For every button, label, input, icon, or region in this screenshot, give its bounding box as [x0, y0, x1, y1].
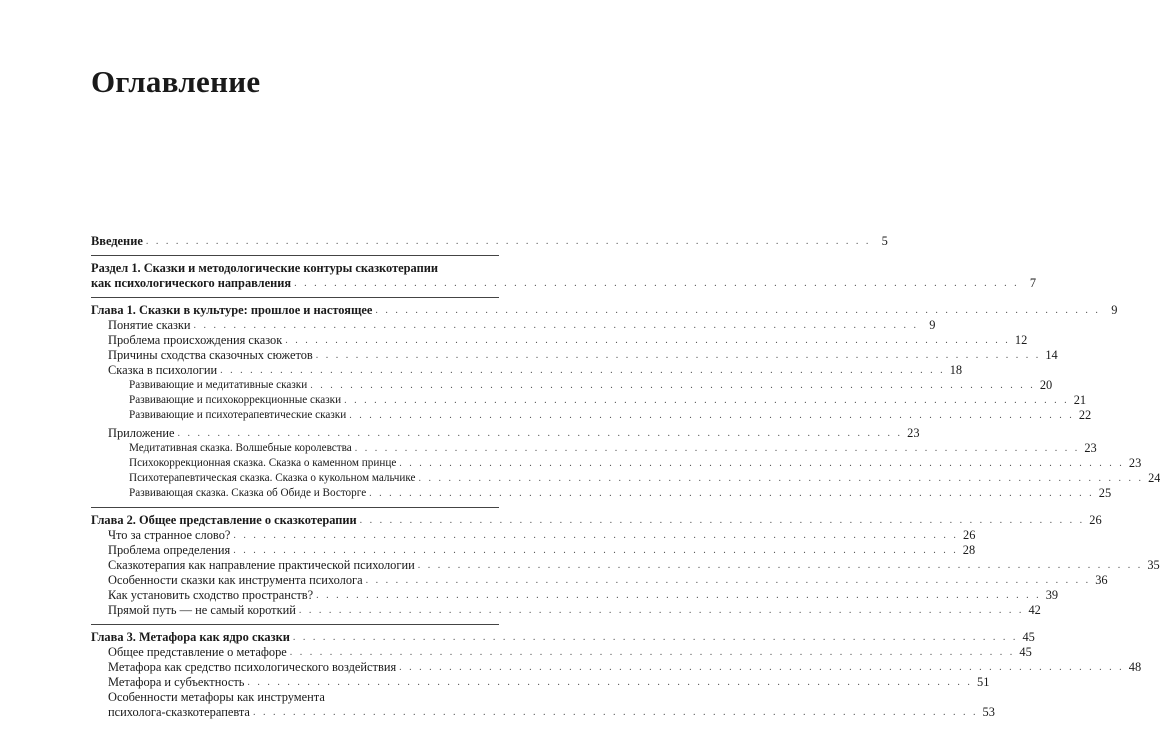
page-title: Оглавление — [91, 64, 261, 99]
leader-dots — [247, 675, 972, 690]
leader-dots — [220, 363, 945, 378]
toc-entry[interactable] — [91, 528, 976, 543]
toc-entry-page: 48 — [1128, 660, 1142, 674]
toc-entry-part1[interactable] — [91, 276, 1037, 291]
leader-dots — [418, 471, 1143, 486]
toc-entry-appendix[interactable] — [91, 426, 920, 441]
leader-dots — [316, 588, 1041, 603]
toc-entry[interactable] — [91, 660, 1142, 675]
toc-entry-last-line1[interactable]: Особенности метафоры как инструмента — [108, 690, 325, 704]
toc-entry-page: 45 — [1022, 630, 1035, 644]
leader-dots — [399, 660, 1124, 675]
leader-dots — [355, 441, 1080, 456]
toc-entry-label: Метафора как средство психологического воздействия — [108, 660, 397, 674]
leader-dots — [285, 333, 1010, 348]
toc-entry-label: Что за странное слово? — [108, 528, 231, 542]
toc-entry-page: 18 — [949, 363, 963, 377]
toc-entry-chapter2[interactable] — [91, 513, 1102, 528]
toc-subentry[interactable] — [91, 486, 1112, 501]
toc-entry-page: 35 — [1147, 558, 1160, 572]
leader-dots — [399, 456, 1124, 471]
toc-entry-page: 23 — [907, 426, 920, 440]
toc-entry-label: Развивающая сказка. Сказка об Обиде и Восторге — [129, 487, 367, 499]
leader-dots — [194, 318, 919, 333]
toc-entry-label: Глава 3. Метафора как ядро сказки — [91, 630, 290, 644]
toc-entry-label: Глава 2. Общее представление о сказкотерапии — [91, 513, 357, 527]
toc-entry-label: Психокоррекционная сказка. Сказка о каменном принце — [129, 457, 397, 469]
leader-dots — [375, 303, 1100, 318]
leader-dots — [369, 486, 1094, 501]
toc-entry-label: Понятие сказки — [108, 318, 191, 332]
toc-entry-label: Развивающие и психокоррекционные сказки — [129, 394, 342, 406]
toc-entry-page: 28 — [962, 543, 976, 557]
toc-entry[interactable] — [91, 318, 936, 333]
toc-entry[interactable] — [91, 543, 976, 558]
toc-entry-page: 45 — [1019, 645, 1032, 659]
toc-entry[interactable] — [91, 705, 995, 720]
toc-entry-intro[interactable] — [91, 234, 888, 249]
toc-entry-page: 12 — [1014, 333, 1028, 347]
toc-entry-page: 7 — [1029, 276, 1037, 290]
toc-entry-page: 9 — [929, 318, 936, 332]
toc-entry-page: 23 — [1084, 441, 1097, 455]
toc-entry[interactable] — [91, 558, 1160, 573]
toc-section-chapter3 — [91, 624, 1142, 720]
leader-dots — [293, 630, 1018, 645]
toc-entry-label: Медитативная сказка. Волшебные королевства — [129, 442, 352, 454]
leader-dots — [360, 513, 1085, 528]
toc-part1-title-line2: как психологического направления — [91, 276, 292, 290]
toc-entry-page: 21 — [1073, 393, 1087, 407]
toc-entry[interactable] — [91, 588, 1059, 603]
toc-entry-label: Особенности сказки как инструмента психолога — [108, 573, 363, 587]
leader-dots — [316, 348, 1041, 363]
toc-entry-label: Сказкотерапия как направление практической психологии — [108, 558, 415, 572]
toc-entry[interactable] — [91, 363, 963, 378]
toc-entry-page: 53 — [982, 705, 995, 719]
toc-entry-page: 5 — [881, 234, 888, 248]
toc-entry-label: Метафора и субъектность — [108, 675, 245, 689]
leader-dots — [418, 558, 1143, 573]
toc-entry-page: 26 — [963, 528, 976, 542]
toc-subentry[interactable] — [91, 456, 1142, 471]
toc-entry-page: 24 — [1148, 471, 1160, 485]
toc-entry-page: 22 — [1078, 408, 1092, 422]
toc-entry[interactable] — [91, 645, 1032, 660]
toc-entry-page: 42 — [1028, 603, 1041, 617]
toc-entry-page: 25 — [1098, 486, 1112, 500]
toc-entry-label: Психотерапевтическая сказка. Сказка о кукольном мальчике — [129, 472, 416, 484]
toc-entry-label: Как установить сходство пространств? — [108, 588, 314, 602]
leader-dots — [366, 573, 1091, 588]
leader-dots — [178, 426, 903, 441]
toc-entry[interactable] — [91, 603, 1041, 618]
toc-entry-label: Проблема определения — [108, 543, 231, 557]
leader-dots — [233, 528, 958, 543]
toc-entry-label: Сказка в психологии — [108, 363, 218, 377]
toc-section-chapter1 — [91, 297, 1160, 501]
table-of-contents — [91, 234, 1160, 720]
leader-dots — [233, 543, 958, 558]
toc-entry-page: 20 — [1039, 378, 1053, 392]
toc-entry[interactable] — [91, 333, 1028, 348]
toc-entry-page: 51 — [977, 675, 990, 689]
toc-entry-label: Глава 1. Сказки в культуре: прошлое и настоящее — [91, 303, 373, 317]
leader-dots — [344, 393, 1069, 408]
toc-entry-label: Причины сходства сказочных сюжетов — [108, 348, 313, 362]
leader-dots — [294, 276, 1019, 291]
toc-entry-page: 36 — [1095, 573, 1108, 587]
leader-dots — [299, 603, 1024, 618]
toc-entry-page: 9 — [1111, 303, 1118, 317]
toc-entry-label: Приложение — [108, 426, 175, 440]
toc-subentry[interactable] — [91, 441, 1097, 456]
toc-entry-label: Развивающие и психотерапевтические сказки — [129, 409, 347, 421]
toc-subentry[interactable] — [91, 378, 1053, 393]
toc-part1-title-line1[interactable]: Раздел 1. Сказки и методологические контуры сказкотерапии — [91, 261, 438, 275]
leader-dots — [349, 408, 1074, 423]
toc-entry-label: Развивающие и медитативные сказки — [129, 379, 308, 391]
toc-entry-chapter1[interactable] — [91, 303, 1118, 318]
toc-entry[interactable] — [91, 573, 1108, 588]
toc-entry-label: Введение — [91, 234, 143, 248]
toc-subentry[interactable] — [91, 471, 1160, 486]
leader-dots — [253, 705, 978, 720]
toc-subentry[interactable] — [91, 393, 1087, 408]
toc-entry-page: 39 — [1045, 588, 1059, 602]
toc-section-intro — [91, 234, 888, 249]
toc-subentry[interactable] — [91, 408, 1092, 423]
toc-entry-label: Общее представление о метафоре — [108, 645, 287, 659]
toc-entry-label: Проблема происхождения сказок — [108, 333, 283, 347]
toc-entry-page: 14 — [1045, 348, 1058, 362]
leader-dots — [290, 645, 1015, 660]
toc-entry-page: 23 — [1128, 456, 1142, 470]
toc-section-chapter2 — [91, 507, 1160, 618]
toc-section-part1 — [91, 255, 1037, 291]
leader-dots — [146, 234, 871, 249]
toc-entry-chapter3[interactable] — [91, 630, 1035, 645]
leader-dots — [310, 378, 1035, 393]
toc-entry[interactable] — [91, 348, 1058, 363]
toc-entry-last-line2: психолога-сказкотерапевта — [108, 705, 250, 719]
toc-entry-page: 26 — [1089, 513, 1102, 527]
toc-entry-label: Прямой путь — не самый короткий — [108, 603, 296, 617]
toc-entry[interactable] — [91, 675, 990, 690]
